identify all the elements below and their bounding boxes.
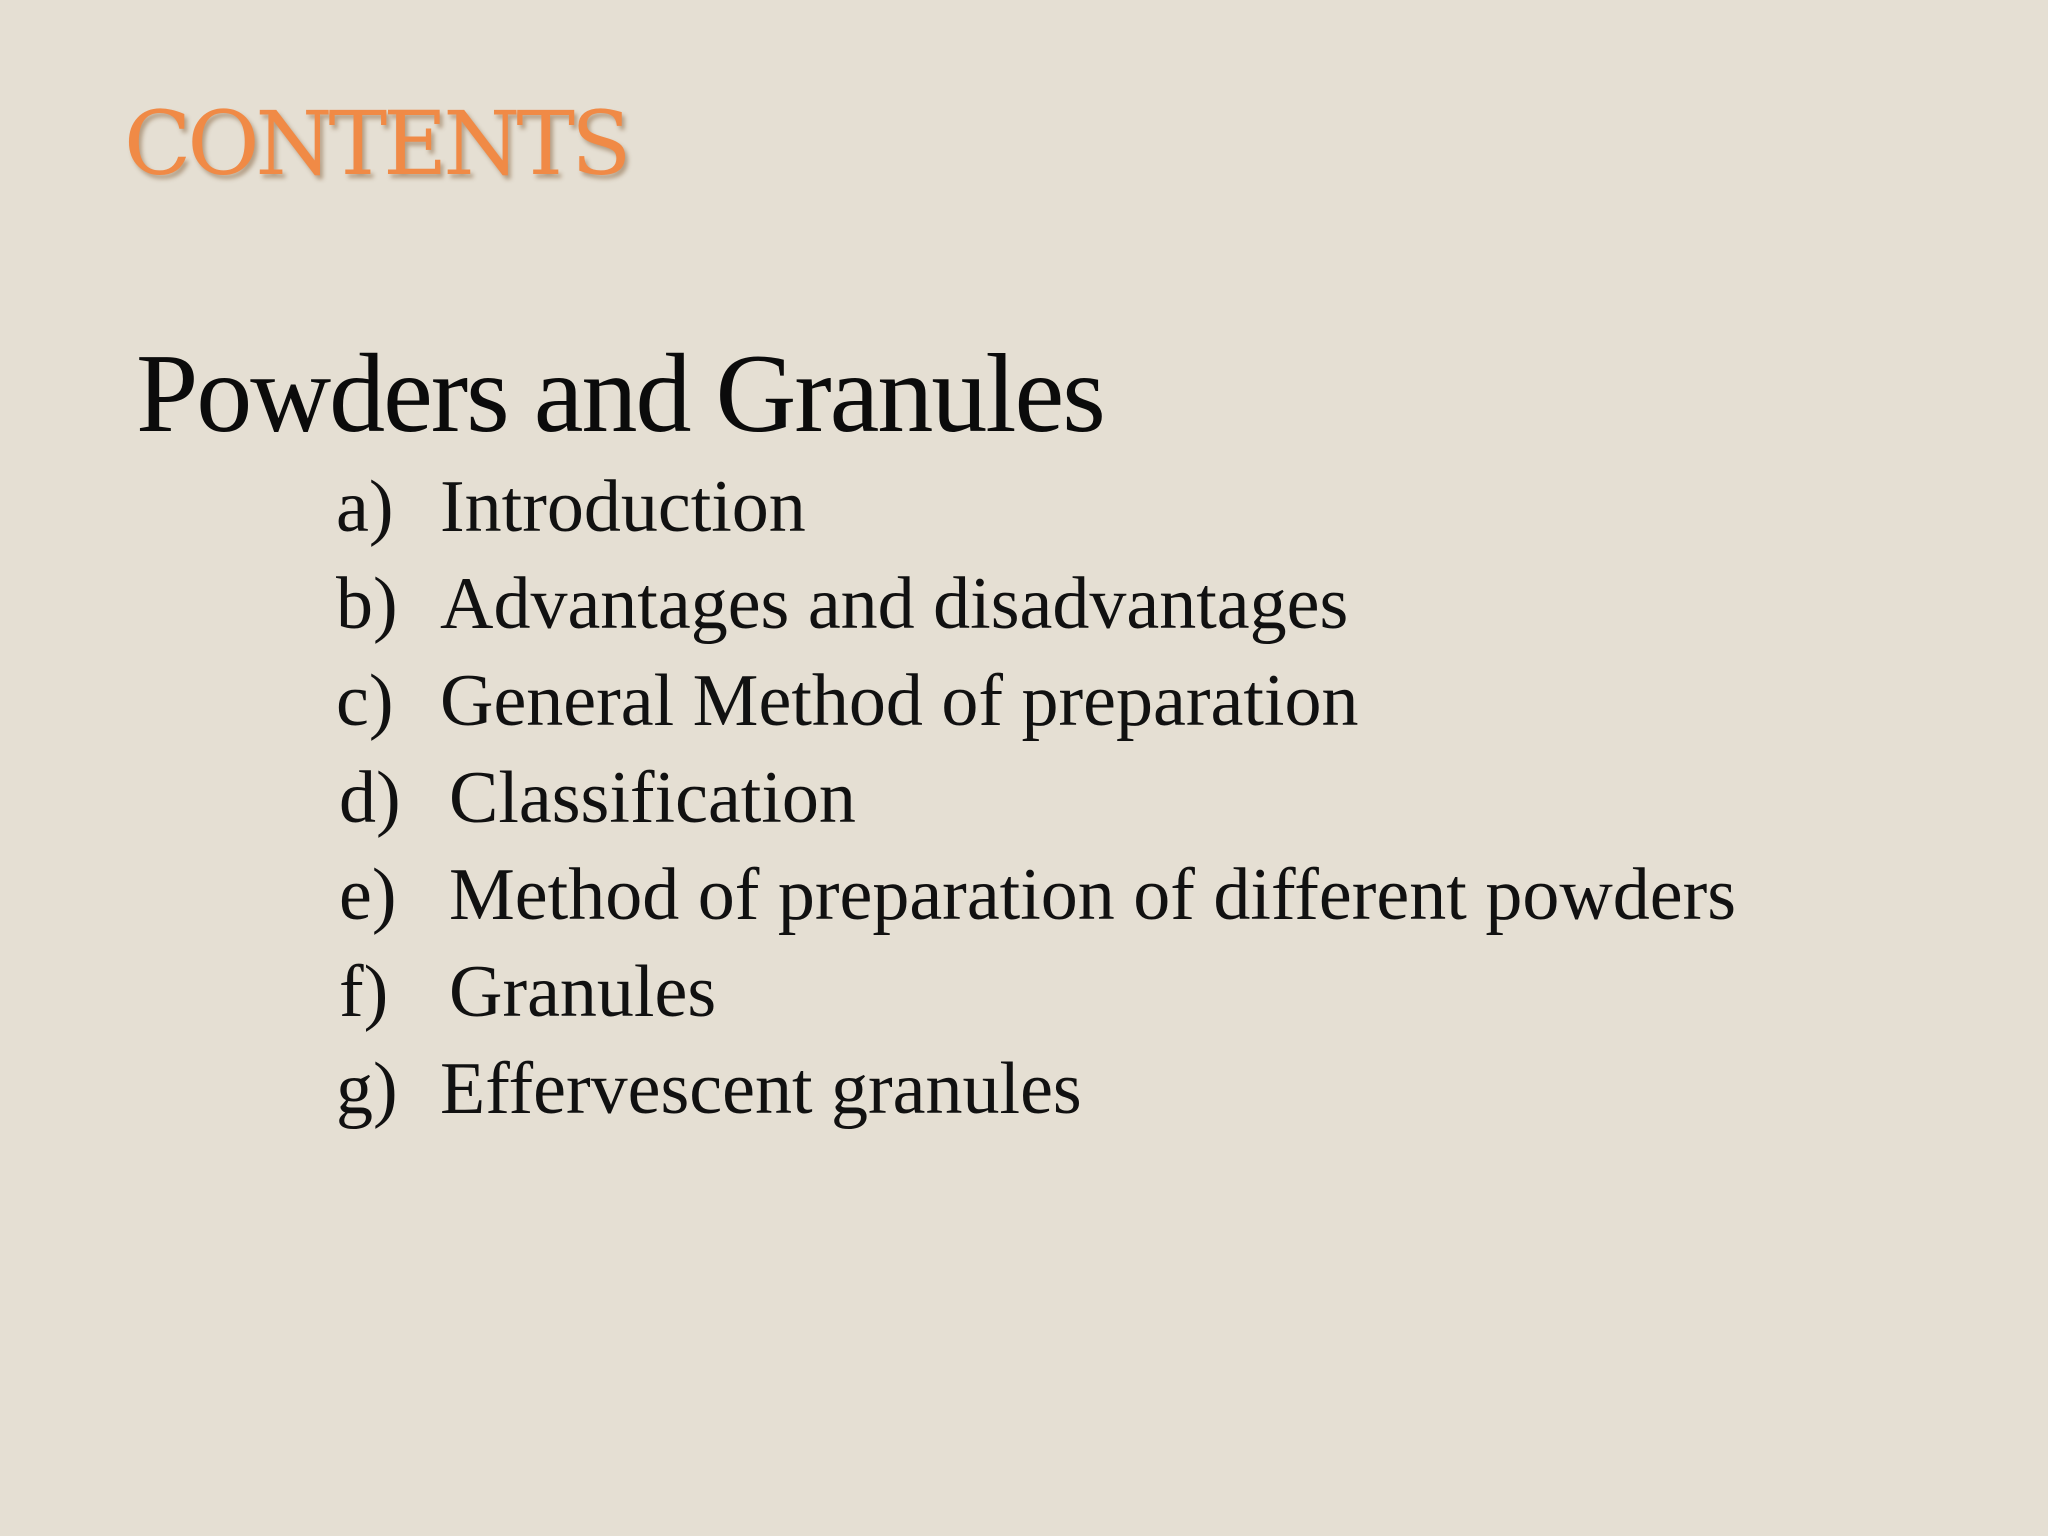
list-item bbox=[336, 660, 1736, 761]
list-item-text: Introduction bbox=[440, 466, 806, 548]
contents-list bbox=[336, 466, 1737, 1149]
list-item-text: Method of preparation of different powders bbox=[449, 854, 1737, 936]
slide-subtitle: Powders and Granules bbox=[136, 332, 1104, 456]
list-item bbox=[336, 951, 1736, 1052]
list-item bbox=[336, 563, 1736, 664]
list-item-text: Classification bbox=[449, 757, 856, 839]
list-marker: b) bbox=[336, 563, 398, 645]
list-marker: f) bbox=[339, 951, 389, 1033]
list-item bbox=[336, 1048, 1736, 1149]
slide-heading: CONTENTS bbox=[124, 92, 628, 195]
list-marker: c) bbox=[336, 660, 394, 742]
list-marker: d) bbox=[339, 757, 401, 839]
list-marker: e) bbox=[339, 854, 397, 936]
list-item bbox=[336, 854, 1737, 955]
list-item-text: Advantages and disadvantages bbox=[440, 563, 1349, 645]
list-item bbox=[336, 466, 1736, 567]
list-marker: g) bbox=[336, 1048, 398, 1130]
list-item-text: General Method of preparation bbox=[440, 660, 1359, 742]
list-marker: a) bbox=[336, 466, 394, 548]
list-item-text: Effervescent granules bbox=[440, 1048, 1082, 1130]
list-item-text: Granules bbox=[449, 951, 717, 1033]
list-item bbox=[336, 757, 1736, 858]
